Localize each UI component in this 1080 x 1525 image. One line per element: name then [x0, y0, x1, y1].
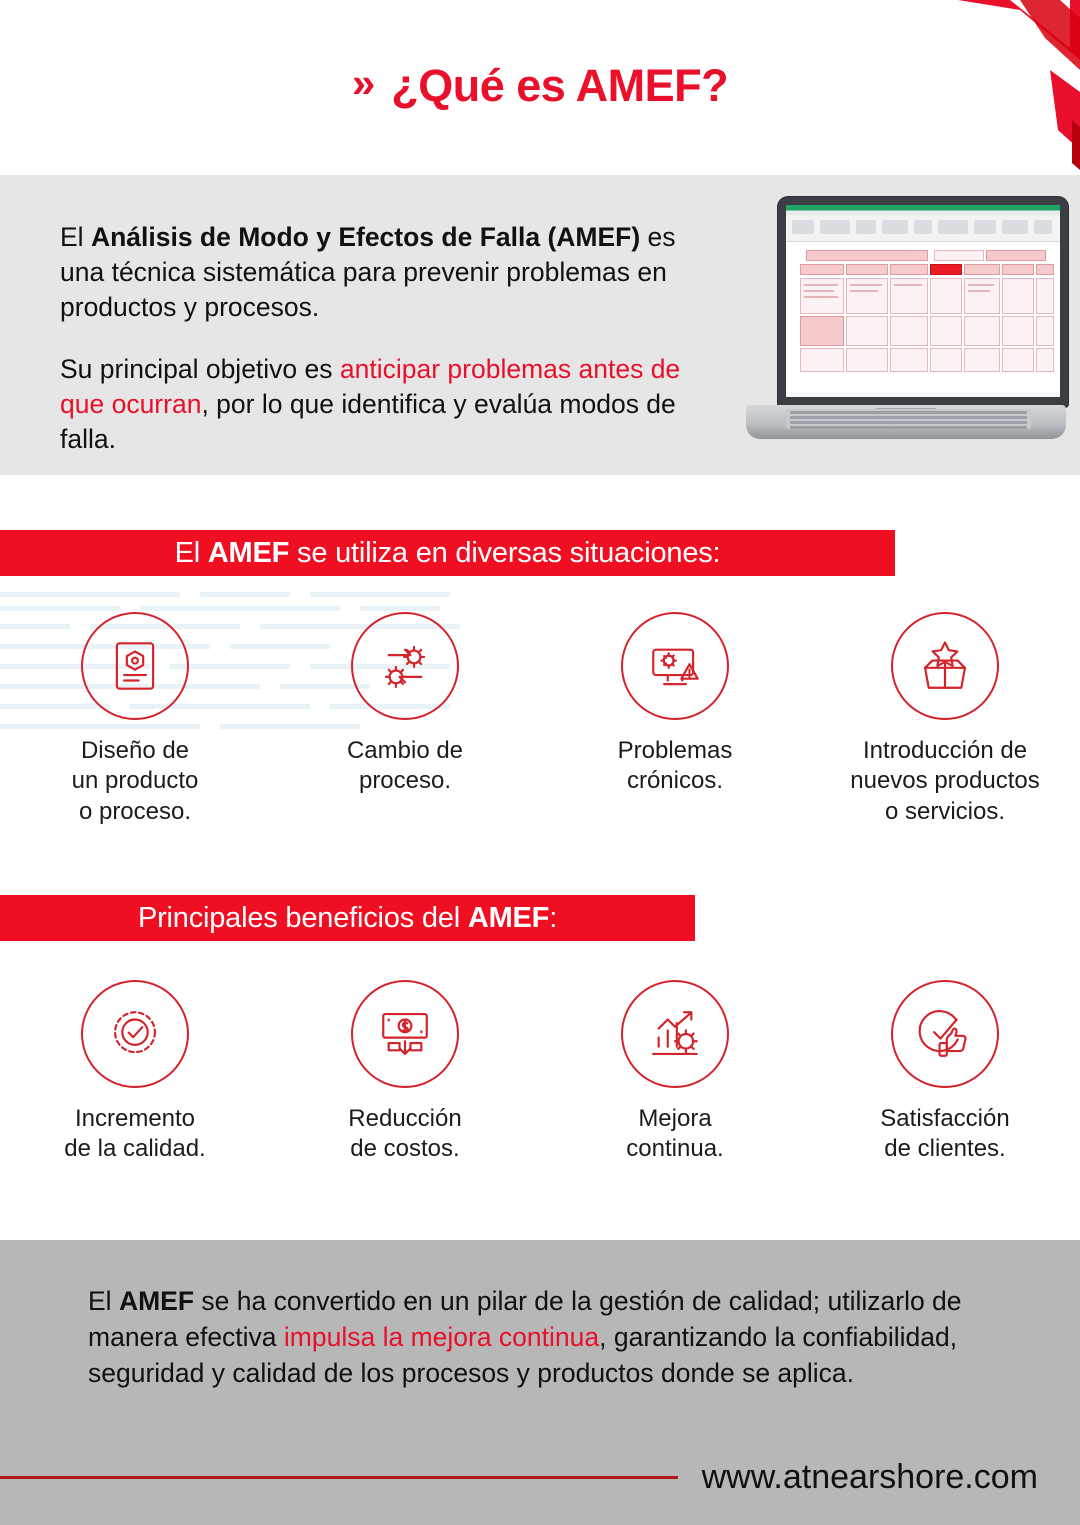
benefit-item-2-caption: Mejora continua. — [626, 1105, 724, 1163]
spreadsheet-titlebar — [786, 205, 1060, 215]
usage-item-1-caption: Cambio de proceso. — [346, 737, 464, 795]
usage-items-row — [0, 612, 1080, 827]
benefits-bar-bold: AMEF — [467, 901, 550, 934]
usage-item-1 — [270, 612, 540, 827]
laptop-screen — [786, 205, 1060, 397]
intro-paragraph-2 — [60, 352, 720, 458]
section-bar-usage — [0, 530, 895, 576]
benefits-items-row — [0, 980, 1080, 1165]
benefit-item-3 — [810, 980, 1080, 1165]
intro-p2-rest: , por lo que identifica y evalúa modos de falla. — [60, 388, 676, 455]
monitor-alert-icon — [621, 612, 729, 720]
footer-bold: AMEF — [118, 1286, 195, 1316]
footer-rest: , garantizando la confiabilidad, seguridad y calidad de los procesos y productos donde se aplica. — [88, 1321, 958, 1388]
footer-mid: se ha convertido en un pilar de la gestión de calidad; utilizarlo de manera efectiva — [88, 1286, 962, 1352]
spreadsheet-ribbon — [786, 215, 1060, 242]
footer-highlight: impulsa la mejora continua — [283, 1321, 600, 1352]
section-bar-benefits-text — [0, 902, 695, 935]
laptop-illustration — [746, 187, 1066, 477]
chart-gear-improvement-icon — [621, 980, 729, 1088]
laptop-keyboard — [786, 409, 1031, 429]
intro-p1-bold: Análisis de Modo y Efectos de Falla (AMEF) — [90, 222, 641, 252]
usage-bar-bold: AMEF — [207, 536, 290, 569]
thumbs-up-satisfaction-icon — [891, 980, 999, 1088]
benefit-item-1-caption: Reducción de costos. — [348, 1105, 462, 1163]
footer-url-row — [0, 1451, 1080, 1503]
usage-item-0-caption: Diseño de un producto o proceso. — [71, 737, 199, 825]
footer-divider — [0, 1476, 678, 1479]
footer-section — [0, 1240, 1080, 1525]
quality-check-badge-icon — [81, 980, 189, 1088]
laptop-lid — [778, 197, 1068, 407]
benefit-item-2 — [540, 980, 810, 1165]
footer-lead: El — [88, 1286, 119, 1316]
page-header — [0, 0, 1080, 175]
money-cost-down-icon — [351, 980, 459, 1088]
benefits-bar-rest: : — [549, 901, 558, 934]
footer-text — [88, 1284, 1008, 1391]
benefits-bar-lead: Principales beneficios del — [137, 901, 468, 934]
benefit-item-0 — [0, 980, 270, 1165]
usage-bar-lead: El — [174, 536, 208, 569]
section-bar-benefits — [0, 895, 695, 941]
page-title: ¿Qué es AMEF? — [391, 60, 729, 111]
product-document-icon — [81, 612, 189, 720]
section-bar-usage-text — [0, 537, 895, 570]
usage-item-3-caption: Introducción de nuevos productos o servicios. — [850, 737, 1040, 825]
benefit-item-1 — [270, 980, 540, 1165]
usage-item-3 — [810, 612, 1080, 827]
box-star-new-product-icon — [891, 612, 999, 720]
spreadsheet-grid — [786, 242, 1060, 392]
website-url[interactable]: www.atnearshore.com — [701, 1457, 1038, 1496]
intro-p1-lead: El — [60, 222, 91, 252]
intro-p2-highlight: anticipar problemas antes de que ocurran — [60, 353, 681, 419]
benefit-item-3-caption: Satisfacción de clientes. — [880, 1105, 1010, 1163]
benefit-item-0-caption: Incremento de la calidad. — [64, 1105, 206, 1163]
chevron-right-icon: » — [351, 59, 370, 106]
usage-bar-rest: se utiliza en diversas situaciones: — [289, 536, 721, 569]
intro-p2-lead: Su principal objetivo es — [60, 353, 340, 384]
intro-text — [60, 220, 720, 457]
intro-p1-rest: es una técnica sistemática para prevenir problemas en productos y procesos. — [60, 222, 676, 323]
intro-section — [0, 175, 1080, 475]
usage-item-2 — [540, 612, 810, 827]
usage-item-0 — [0, 612, 270, 827]
intro-paragraph-1 — [60, 220, 720, 326]
gears-process-change-icon — [351, 612, 459, 720]
usage-item-2-caption: Problemas crónicos. — [617, 737, 733, 795]
